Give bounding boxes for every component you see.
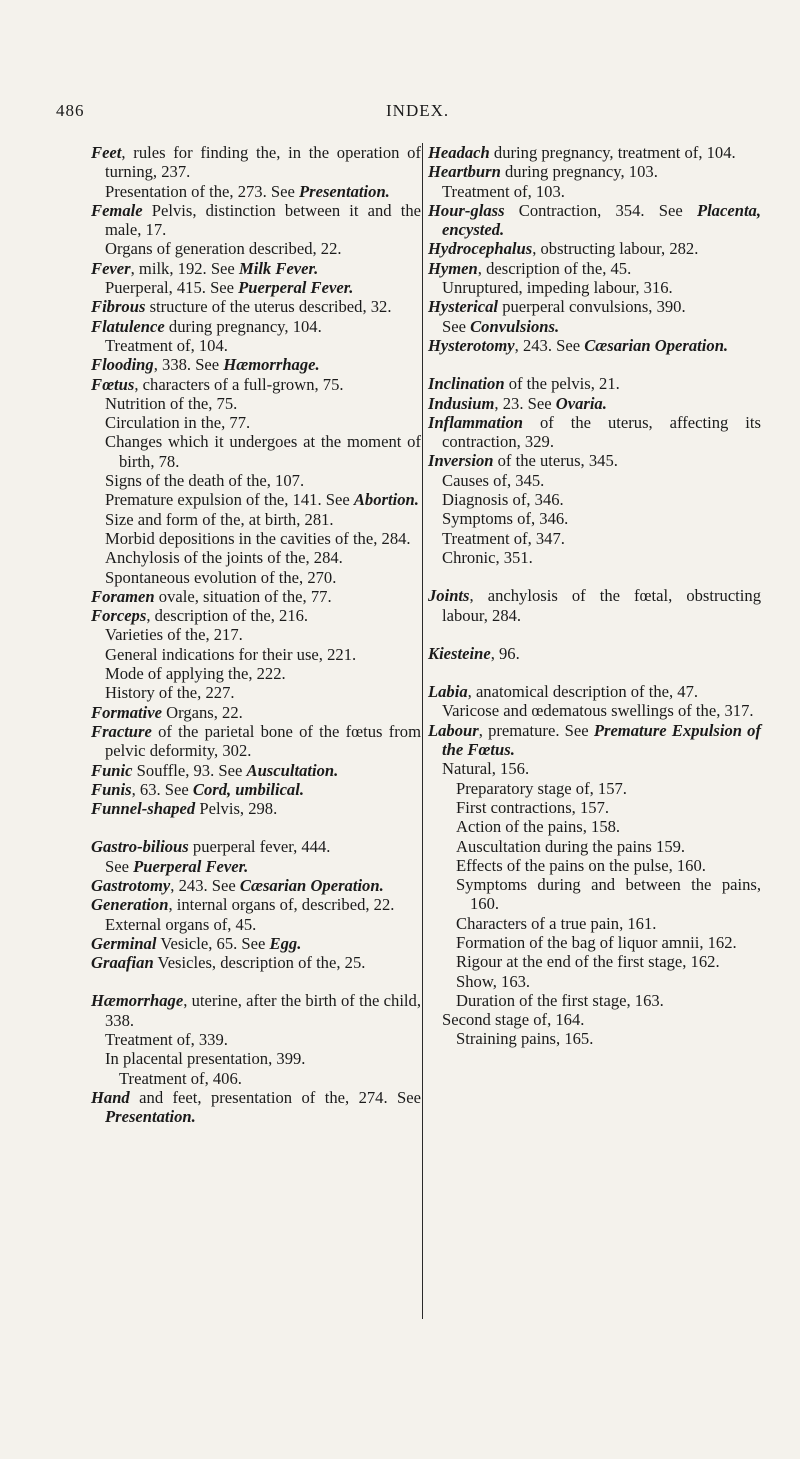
entry-text: Effects of the pains on the pulse, 160. (456, 855, 706, 875)
entry-text: Treatment of, 104. (105, 335, 228, 355)
index-entry (428, 721, 761, 760)
entry-text: , 96. (490, 643, 520, 663)
index-subentry (428, 701, 761, 720)
entry-text: , internal organs of, described, 22. (168, 895, 395, 915)
index-entry (428, 586, 761, 625)
entry-text: , premature. See (478, 720, 594, 740)
column-divider (422, 143, 423, 1319)
entry-text: Pelvis, 298. (195, 799, 278, 819)
index-subentry (428, 856, 761, 875)
index-subentry (428, 509, 761, 528)
index-term: Hysterical (428, 297, 499, 317)
index-subentry (428, 278, 761, 297)
index-subentry (91, 1030, 421, 1049)
cross-reference: Placenta, encysted. (442, 200, 761, 240)
index-term: Hydrocephalus (428, 239, 533, 259)
index-term: Gastro-bilious (91, 837, 189, 857)
entry-text: of the uterus, affecting its contraction, 329. (442, 412, 761, 452)
entry-text: Duration of the first stage, 163. (456, 990, 664, 1010)
index-term: Hymen (428, 258, 478, 278)
entry-text: Anchylosis of the joints of the, 284. (105, 548, 343, 568)
index-term: Flooding (91, 355, 154, 375)
index-subentry (91, 182, 421, 201)
index-term: Heartburn (428, 162, 501, 182)
index-subentry (91, 278, 421, 297)
index-term: Fracture (91, 721, 152, 741)
index-column-left (91, 143, 421, 1127)
entry-text: during pregnancy, 103. (500, 162, 658, 182)
entry-text: , rules for finding the, in the operation of turning, 237. (105, 143, 421, 182)
cross-reference: Puerperal Fever. (238, 278, 354, 298)
cross-reference: Ovaria. (555, 393, 607, 413)
entry-text: , 63. See (131, 779, 193, 799)
entry-text: , obstructing labour, 282. (532, 239, 699, 259)
index-subentry (91, 432, 421, 471)
entry-text: In placental presentation, 399. (105, 1049, 306, 1069)
index-subentry (428, 490, 761, 509)
index-subentry (91, 490, 421, 509)
index-subentry (91, 413, 421, 432)
entry-text: Action of the pains, 158. (456, 817, 621, 837)
entry-text: , milk, 192. See (130, 258, 239, 278)
index-entry (428, 201, 761, 240)
entry-text: Nutrition of the, 75. (105, 393, 238, 413)
index-term: Generation (91, 895, 169, 915)
index-entry (428, 259, 761, 278)
entry-text: Presentation of the, 273. See (105, 181, 300, 201)
cross-reference: Convulsions. (470, 316, 560, 336)
entry-text: See (105, 856, 134, 876)
index-entry (91, 375, 421, 394)
entry-text: Puerperal, 415. See (105, 278, 239, 298)
index-term: Hour-glass (428, 200, 505, 220)
cross-reference: Premature Expulsion of the Fœtus. (442, 720, 761, 760)
index-column-right (428, 143, 761, 1049)
index-entry (91, 143, 421, 182)
entry-text: Organs of generation described, 22. (105, 239, 342, 259)
index-subentry (91, 1049, 421, 1068)
index-term: Labia (428, 682, 468, 702)
index-subentry (91, 394, 421, 413)
entry-text: Morbid depositions in the cavities of the, 284. (105, 528, 411, 548)
index-entry (428, 239, 761, 258)
index-entry (91, 259, 421, 278)
entry-text: , anatomical description of the, 47. (467, 682, 699, 702)
index-entry (91, 895, 421, 914)
index-subentry (91, 336, 421, 355)
entry-text: History of the, 227. (105, 683, 235, 703)
index-term: Feet (91, 143, 122, 162)
index-entry (91, 587, 421, 606)
index-entry (91, 355, 421, 374)
entry-text: Premature expulsion of the, 141. See (105, 490, 354, 510)
entry-text: Rigour at the end of the first stage, 162. (456, 952, 720, 972)
index-term: Fibrous (91, 297, 146, 317)
index-subentry (428, 837, 761, 856)
index-term: Hand (91, 1087, 130, 1107)
index-term: Hæmorrhage (91, 991, 184, 1011)
running-head: INDEX. (386, 101, 450, 120)
index-entry (91, 722, 421, 761)
index-entry (428, 394, 761, 413)
index-subentry (428, 1010, 761, 1029)
entry-text: Natural, 156. (442, 759, 530, 779)
entry-text: , 243. See (514, 335, 585, 355)
entry-text: Changes which it undergoes at the moment of birth, 78. (105, 432, 421, 471)
index-entry (91, 837, 421, 856)
index-term: Headach (428, 143, 490, 162)
index-subentry (91, 664, 421, 683)
index-term: Female (91, 200, 143, 220)
entry-text: ovale, situation of the, 77. (154, 586, 332, 606)
index-entry (91, 953, 421, 972)
index-subentry (91, 625, 421, 644)
index-entry (91, 1088, 421, 1127)
entry-text: Vesicles, description of the, 25. (153, 953, 366, 973)
index-subentry (428, 875, 761, 914)
entry-text: , anchylosis of the fœtal, obstructing labour, 284. (442, 586, 761, 625)
entry-text: Formation of the bag of liquor amnii, 162. (456, 932, 737, 952)
entry-text: Size and form of the, at birth, 281. (105, 509, 334, 529)
entry-text: Signs of the death of the, 107. (105, 471, 305, 491)
entry-text: , 243. See (170, 875, 240, 895)
entry-text: Contraction, 354. See (504, 200, 697, 220)
entry-text: Straining pains, 165. (456, 1029, 594, 1049)
index-entry (91, 876, 421, 895)
index-subentry (428, 933, 761, 952)
index-subentry (91, 510, 421, 529)
index-subentry (91, 568, 421, 587)
index-term: Forceps (91, 606, 147, 626)
index-entry (428, 336, 761, 355)
index-term: Fever (91, 258, 131, 278)
cross-reference: Presentation. (105, 1107, 196, 1127)
entry-text: Mode of applying the, 222. (105, 664, 286, 684)
cross-reference: Cæsarian Operation. (239, 875, 384, 895)
entry-text: First contractions, 157. (456, 797, 610, 817)
entry-text: Treatment of, 103. (442, 181, 565, 201)
index-term: Inflammation (428, 412, 523, 432)
index-subentry (91, 857, 421, 876)
entry-text: Vesicle, 65. See (156, 933, 270, 953)
entry-text: External organs of, 45. (105, 914, 257, 934)
index-entry (428, 143, 761, 162)
index-subentry (428, 529, 761, 548)
index-entry (428, 644, 761, 663)
index-subentry (91, 471, 421, 490)
entry-text: Preparatory stage of, 157. (456, 778, 627, 798)
index-subentry (428, 952, 761, 971)
cross-reference: Presentation. (299, 181, 390, 201)
entry-text: Diagnosis of, 346. (442, 490, 564, 510)
index-subentry (428, 779, 761, 798)
entry-text: , 23. See (494, 393, 556, 413)
entry-text: during pregnancy, treatment of, 104. (489, 143, 736, 162)
entry-text: Second stage of, 164. (442, 1010, 585, 1030)
index-term: Graafian (91, 953, 154, 973)
index-subentry (428, 548, 761, 567)
cross-reference: Auscultation. (246, 760, 339, 780)
index-entry (428, 162, 761, 181)
cross-reference: Egg. (269, 933, 302, 953)
entry-text: Symptoms of, 346. (442, 509, 569, 529)
page-header (0, 101, 800, 131)
entry-text: Chronic, 351. (442, 547, 533, 567)
entry-text: , characters of a full-grown, 75. (134, 374, 344, 394)
cross-reference: Cæsarian Operation. (584, 335, 729, 355)
index-entry (91, 799, 421, 818)
entry-text: of the parietal bone of the fœtus from pelvic deformity, 302. (105, 721, 421, 761)
entry-text: Pelvis, distinction between it and the male, 17. (105, 200, 421, 240)
entry-text: , 338. See (153, 355, 224, 375)
entry-text: of the uterus, 345. (493, 451, 618, 471)
index-term: Indusium (428, 393, 495, 413)
index-entry (428, 297, 761, 316)
index-subentry (428, 798, 761, 817)
index-term: Funic (91, 760, 133, 780)
index-entry (91, 606, 421, 625)
entry-text: Causes of, 345. (442, 470, 545, 490)
index-subentry (91, 683, 421, 702)
entry-text: Characters of a true pain, 161. (456, 913, 657, 933)
index-subentry (91, 529, 421, 548)
index-subentry (91, 645, 421, 664)
index-term: Inclination (428, 374, 505, 394)
index-term: Hysterotomy (428, 335, 515, 355)
entry-text: Treatment of, 339. (105, 1030, 228, 1050)
entry-text: Souffle, 93. See (132, 760, 247, 780)
entry-text: puerperal fever, 444. (188, 837, 331, 857)
index-subentry (428, 182, 761, 201)
index-entry (428, 682, 761, 701)
index-term: Gastrotomy (91, 875, 171, 895)
entry-text: , description of the, 216. (146, 606, 309, 626)
entry-text: Symptoms during and between the pains, 160. (456, 875, 761, 914)
entry-text: during pregnancy, 104. (164, 316, 322, 336)
index-term: Funis (91, 779, 132, 799)
index-entry (428, 374, 761, 393)
index-entry (428, 413, 761, 452)
entry-text: , uterine, after the birth of the child, 338. (105, 991, 421, 1030)
page-number: 486 (56, 101, 85, 120)
entry-text: and feet, presentation of the, 274. See (129, 1087, 421, 1107)
entry-text: Unruptured, impeding labour, 316. (442, 278, 673, 298)
entry-text: Organs, 22. (161, 702, 243, 722)
cross-reference: Cord, umbilical. (192, 779, 304, 799)
entry-text: Spontaneous evolution of the, 270. (105, 567, 337, 587)
index-term: Fœtus (91, 374, 135, 394)
index-term: Foramen (91, 586, 155, 606)
index-term: Labour (428, 720, 479, 740)
entry-text: General indications for their use, 221. (105, 644, 357, 664)
index-subentry (428, 759, 761, 778)
index-entry (91, 934, 421, 953)
index-subentry (428, 317, 761, 336)
index-entry (428, 451, 761, 470)
index-subentry (428, 1029, 761, 1048)
entry-text: Treatment of, 347. (442, 528, 565, 548)
index-subentry (428, 471, 761, 490)
entry-text: Circulation in the, 77. (105, 413, 251, 433)
index-subentry (428, 817, 761, 836)
index-subentry (91, 239, 421, 258)
entry-text: of the pelvis, 21. (504, 374, 620, 394)
entry-text: Auscultation during the pains 159. (456, 836, 686, 856)
entry-text: structure of the uterus described, 32. (145, 297, 392, 317)
index-term: Germinal (91, 933, 157, 953)
cross-reference: Abortion. (353, 490, 419, 510)
index-entry (91, 780, 421, 799)
entry-text: Treatment of, 406. (119, 1068, 242, 1088)
entry-text: puerperal convulsions, 390. (498, 297, 686, 317)
index-entry (91, 991, 421, 1030)
index-subentry (91, 1069, 421, 1088)
entry-text: , description of the, 45. (477, 258, 632, 278)
index-subentry (428, 914, 761, 933)
cross-reference: Milk Fever. (238, 258, 319, 278)
index-subentry (428, 991, 761, 1010)
entry-text: Show, 163. (456, 971, 531, 991)
index-term: Flatulence (91, 316, 165, 336)
index-term: Formative (91, 702, 162, 722)
index-subentry (91, 915, 421, 934)
index-subentry (91, 548, 421, 567)
index-subentry (428, 972, 761, 991)
cross-reference: Puerperal Fever. (133, 856, 249, 876)
index-entry (91, 317, 421, 336)
cross-reference: Hæmorrhage. (223, 355, 320, 375)
entry-text: Varicose and œdematous swellings of the, 317. (442, 701, 754, 721)
index-entry (91, 297, 421, 316)
entry-text: See (442, 316, 471, 336)
index-entry (91, 761, 421, 780)
index-term: Kiesteine (428, 643, 491, 663)
entry-text: Varieties of the, 217. (105, 625, 243, 645)
index-entry (91, 201, 421, 240)
index-term: Inversion (428, 451, 494, 471)
index-term: Joints (428, 586, 470, 606)
index-term: Funnel-shaped (91, 799, 196, 819)
index-entry (91, 703, 421, 722)
